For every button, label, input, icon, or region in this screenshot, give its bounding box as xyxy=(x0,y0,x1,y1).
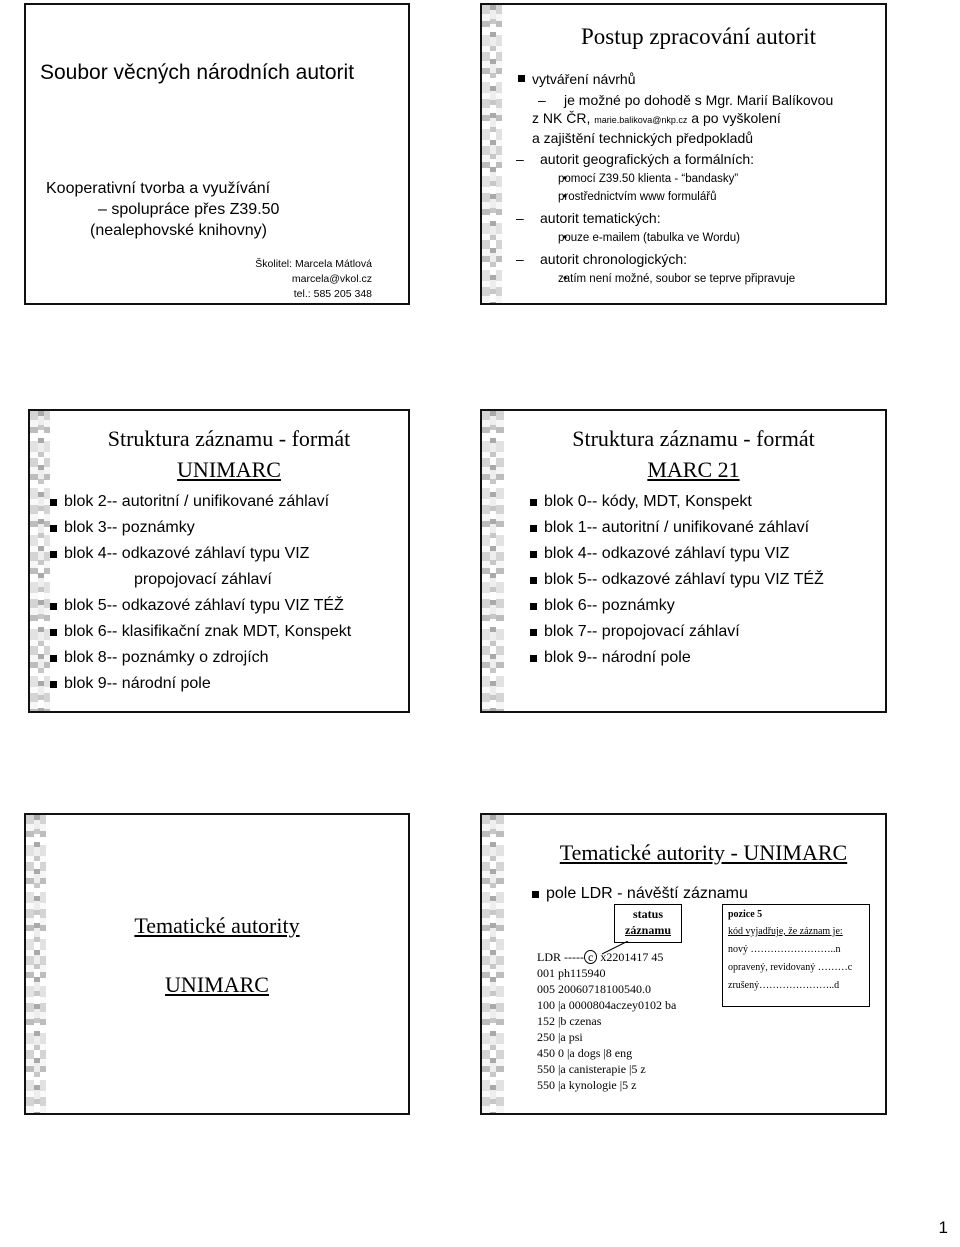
list-item: blok 0-- kódy, MDT, Konspekt xyxy=(528,489,824,515)
record-line: 450 0 |a dogs |8 eng xyxy=(537,1046,633,1060)
block-list xyxy=(48,489,351,697)
list-item: blok 9-- národní pole xyxy=(528,645,824,671)
slide5-title-line: Tematické autority xyxy=(134,913,300,938)
sub-item: – autorit chronologických: xyxy=(516,251,688,267)
sub-item: – je možné po dohodě s Mgr. Marií Balíkovou xyxy=(538,92,834,108)
slide1-author xyxy=(255,257,372,302)
subtitle-line: – spolupráce přes Z39.50 xyxy=(98,201,280,218)
pozice-row: opravený, revidovaný ………c xyxy=(728,962,853,973)
sub-sub-item: • pouze e-mailem (tabulka ve Wordu) xyxy=(516,229,887,247)
record-line: 152 |b czenas xyxy=(537,1014,602,1028)
author-line: Školitel: Marcela Mátlová xyxy=(255,258,372,270)
list-item: blok 4-- odkazové záhlaví typu VIZ xyxy=(528,541,824,567)
slide-tematicke-autority xyxy=(24,813,410,1115)
record-line: 550 |a kynologie |5 z xyxy=(537,1078,637,1092)
slide2-body xyxy=(516,69,887,288)
sub-text: je možné po dohodě s Mgr. Marií Balíkovou xyxy=(564,92,834,108)
list-item: blok 5-- odkazové záhlaví typu VIZ TÉŽ xyxy=(528,567,824,593)
slide-struktura-marc21 xyxy=(480,409,887,713)
title-line: MARC 21 xyxy=(647,457,740,482)
decorative-stripe xyxy=(482,411,504,711)
slide1-subtitle xyxy=(46,178,279,241)
sub-text: autorit geografických a formálních: xyxy=(540,151,754,167)
slide3-title xyxy=(50,423,408,485)
page-number: 1 xyxy=(938,1218,948,1237)
slide2-title: Postup zpracování autorit xyxy=(580,24,817,49)
list-item: blok 6-- klasifikační znak MDT, Konspekt xyxy=(48,619,351,645)
record-line: 550 |a canisterapie |5 z xyxy=(537,1062,646,1076)
list-item: blok 4-- odkazové záhlaví typu VIZ xyxy=(48,541,351,567)
sub-sub-item: • prostřednictvím www formulářů xyxy=(516,188,887,206)
status-callout xyxy=(614,904,682,943)
record-line: 100 |a 0000804aczey0102 ba xyxy=(537,998,677,1012)
record-line: 005 20060718100540.0 xyxy=(537,982,651,996)
list-item: blok 2-- autoritní / unifikované záhlaví xyxy=(48,489,351,515)
list-item: blok 6-- poznámky xyxy=(528,593,824,619)
ldr-line xyxy=(537,949,676,965)
pozice-row: kód vyjadřuje, že záznam je: xyxy=(728,926,843,937)
slide4-title xyxy=(502,423,885,485)
subtitle-line: (nealephovské knihovny) xyxy=(90,222,267,239)
bullet-item: vytváření návrhů xyxy=(516,69,887,89)
pozice-box xyxy=(722,904,870,1007)
ldr-status: c xyxy=(584,950,597,964)
sub-text: autorit chronologických: xyxy=(540,251,688,267)
sub-item-cont xyxy=(516,109,887,129)
sub-sub-item: • zatím není možné, soubor se teprve připravuje xyxy=(516,270,887,288)
title-line: Struktura záznamu - formát xyxy=(107,426,351,451)
sub-sub-item: • pomocí Z39.50 klienta - “bandasky” xyxy=(516,170,887,188)
decorative-stripe xyxy=(26,815,46,1113)
list-item-cont: propojovací záhlaví xyxy=(134,571,272,588)
email-text: marie.balikova@nkp.cz xyxy=(594,115,688,125)
subtitle-line: Kooperativní tvorba a využívání xyxy=(46,180,271,197)
pozice-title: pozice 5 xyxy=(728,909,763,920)
list-item: blok 3-- poznámky xyxy=(48,515,351,541)
record-line: 001 ph115940 xyxy=(537,966,606,980)
sub-item: – autorit tematických: xyxy=(516,210,661,226)
sub-text: a po vyškolení xyxy=(687,110,781,126)
record-listing xyxy=(537,949,676,1093)
decorative-stripe xyxy=(482,5,502,303)
sub-item: – autorit geografických a formálních: xyxy=(516,151,754,167)
slide-title xyxy=(24,3,410,305)
sub-text: z NK ČR, xyxy=(532,110,595,126)
list-item: blok 8-- poznámky o zdrojích xyxy=(48,645,351,671)
pozice-row: zrušený…………………..d xyxy=(728,980,840,991)
list-item: pole LDR - návěští záznamu xyxy=(530,881,748,907)
ldr-prefix: LDR ----- xyxy=(537,950,584,964)
author-line: marcela@vkol.cz xyxy=(291,273,372,285)
list-item: blok 5-- odkazové záhlaví typu VIZ TÉŽ xyxy=(48,593,351,619)
list-item: blok 9-- národní pole xyxy=(48,671,351,697)
title-line: Struktura záznamu - formát xyxy=(572,426,815,451)
sub-text: autorit tematických: xyxy=(540,210,661,226)
block-list xyxy=(528,489,824,671)
decorative-stripe xyxy=(482,815,504,1113)
sub-item-cont: a zajištění technických předpokladů xyxy=(532,130,754,146)
callout-line: status xyxy=(632,907,663,921)
slide-tematicke-unimarc xyxy=(480,813,887,1115)
pozice-row: nový ……………………..n xyxy=(728,944,841,955)
record-line: 250 |a psi xyxy=(537,1030,583,1044)
decorative-stripe xyxy=(30,411,50,711)
ldr-suffix: x2201417 45 xyxy=(600,950,664,964)
slide5-title-line: UNIMARC xyxy=(165,972,269,997)
author-line: tel.: 585 205 348 xyxy=(293,288,372,300)
slide6-title: Tematické autority - UNIMARC xyxy=(559,840,848,865)
callout-line: záznamu xyxy=(625,923,671,937)
title-line: UNIMARC xyxy=(177,457,281,482)
slide1-title: Soubor věcných národních autorit xyxy=(40,61,355,84)
list-item: blok 1-- autoritní / unifikované záhlaví xyxy=(528,515,824,541)
slide-struktura-unimarc xyxy=(28,409,410,713)
list-item: blok 7-- propojovací záhlaví xyxy=(528,619,824,645)
slide-postup xyxy=(480,3,887,305)
